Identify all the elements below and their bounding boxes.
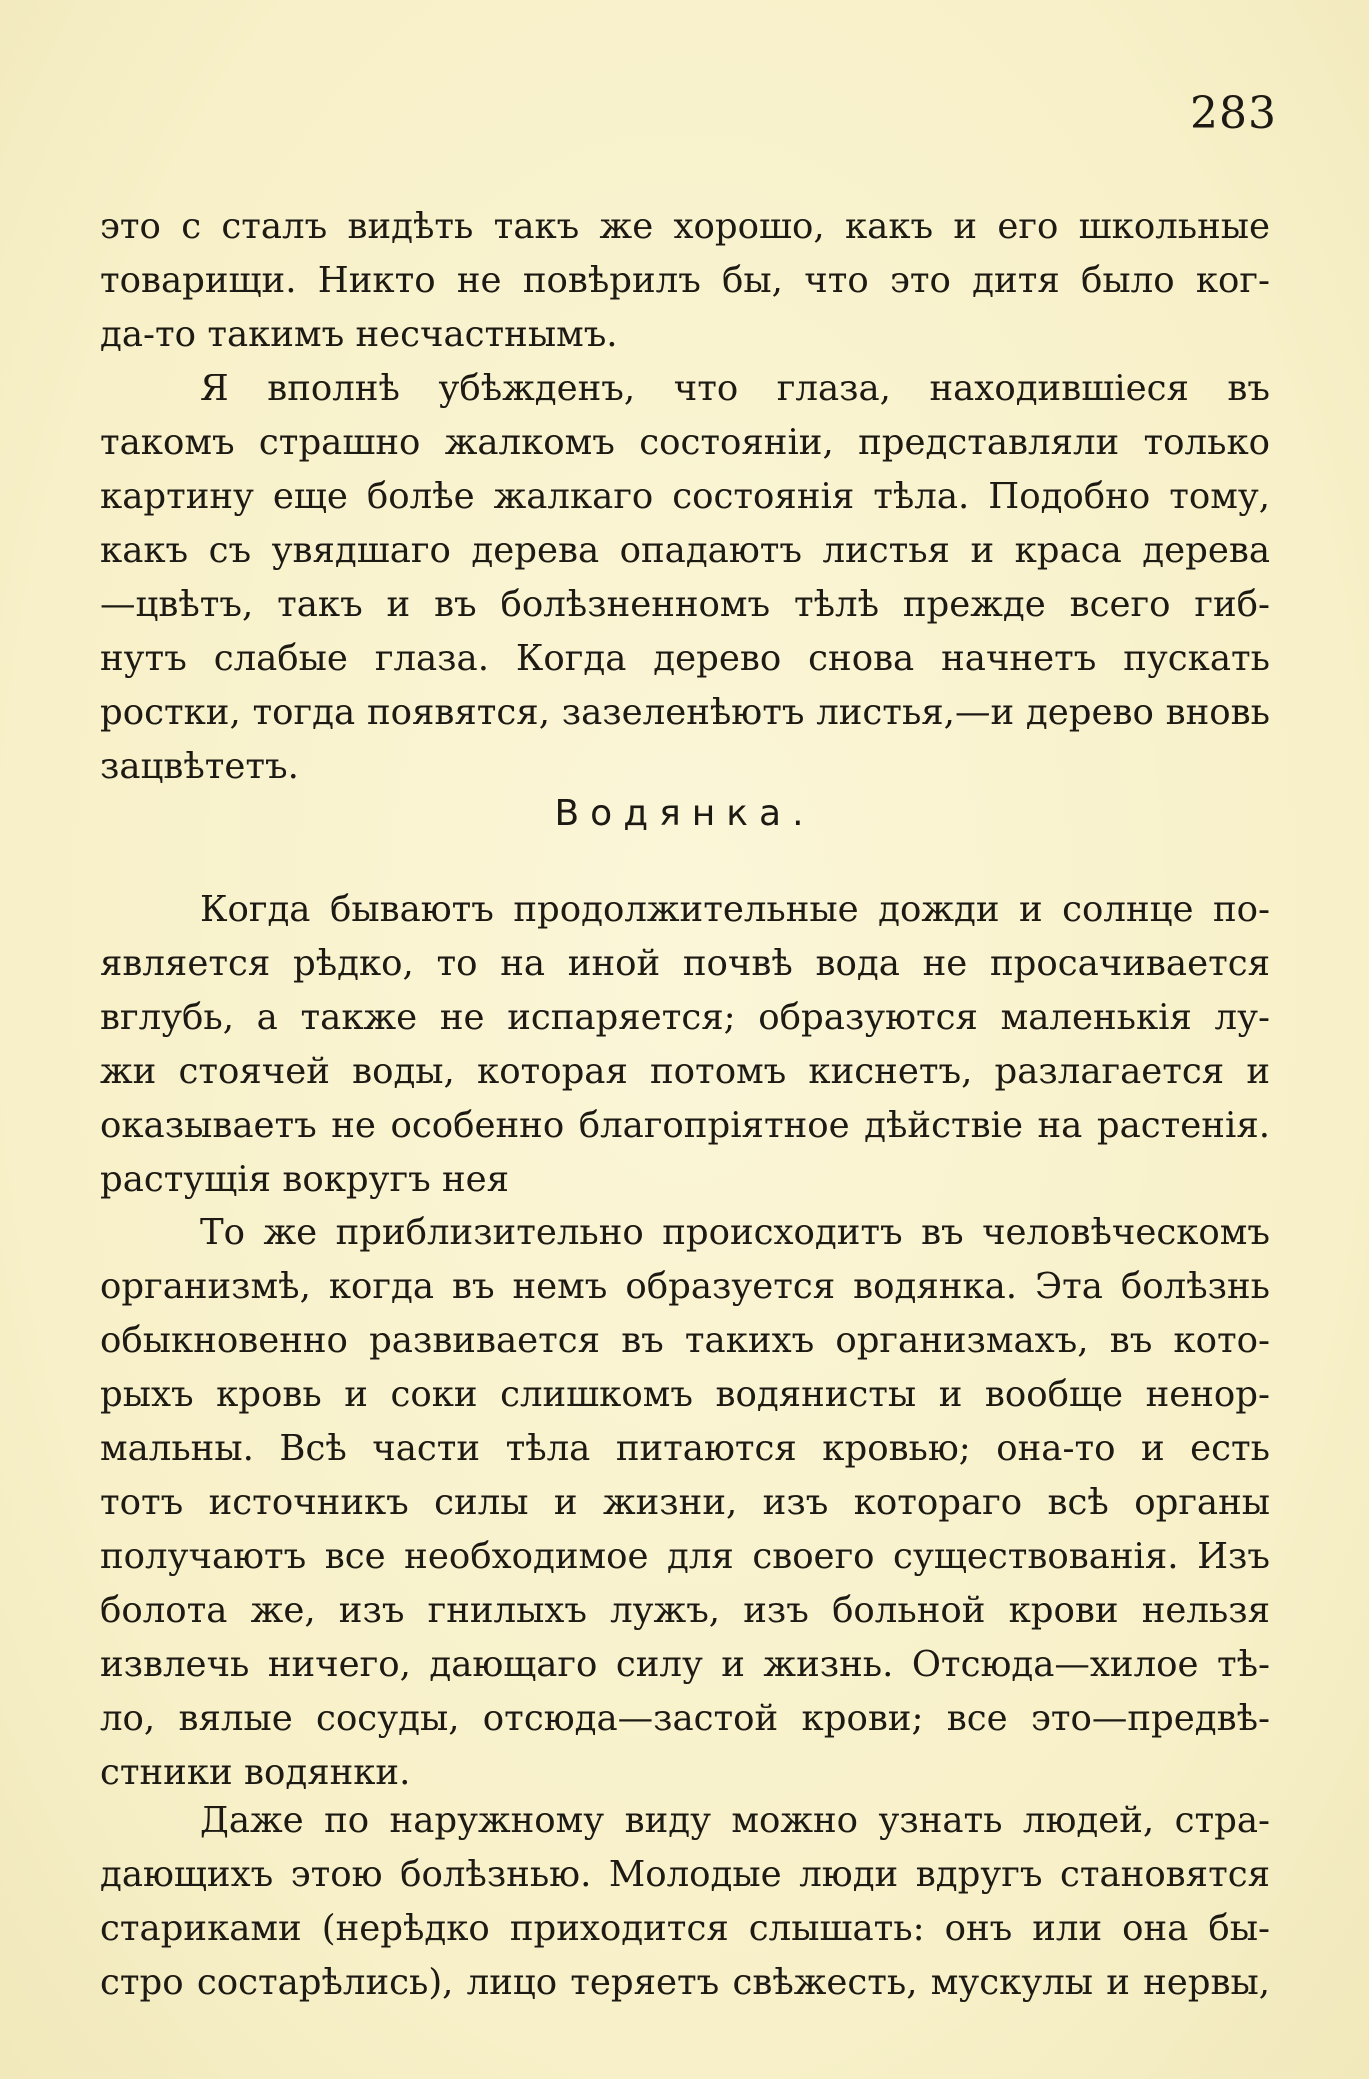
text-line: стариками (нерѣдко приходится слышать: онъ или она бы- bbox=[100, 1908, 1270, 1949]
text-line: извлечь ничего, дающаго силу и жизнь. Отсюда—хилое тѣ- bbox=[100, 1644, 1270, 1685]
text-line: Даже по наружному виду можно узнать людей, стра- bbox=[200, 1800, 1270, 1841]
text-line: Я вполнѣ убѣжденъ, что глаза, находившіеся въ bbox=[200, 368, 1270, 409]
text-line: получаютъ все необходимое для своего существованія. Изъ bbox=[100, 1536, 1270, 1577]
text-line: товарищи. Никто не повѣрилъ бы, что это дитя было ког- bbox=[100, 260, 1270, 301]
text-line: жи стоячей воды, которая потомъ киснетъ, разлагается и bbox=[100, 1051, 1270, 1092]
text-line: болота же, изъ гнилыхъ лужъ, изъ больной крови нельзя bbox=[100, 1590, 1270, 1631]
page-number: 283 bbox=[1190, 88, 1277, 139]
text-line: ростки, тогда появятся, зазеленѣютъ листья,—и дерево вновь bbox=[100, 692, 1270, 733]
text-line: такомъ страшно жалкомъ состояніи, представляли только bbox=[100, 422, 1270, 463]
text-line: вглубь, а также не испаряется; образуются маленькія лу- bbox=[100, 997, 1270, 1038]
text-line: дающихъ этою болѣзнью. Молодые люди вдругъ становятся bbox=[100, 1854, 1270, 1895]
text-line: —цвѣтъ, такъ и въ болѣзненномъ тѣлѣ прежде всего гиб- bbox=[100, 584, 1270, 625]
text-line: стники водянки. bbox=[100, 1752, 411, 1793]
paragraph bbox=[100, 883, 1270, 1207]
text-line: тотъ источникъ силы и жизни, изъ котораго всѣ органы bbox=[100, 1482, 1270, 1523]
paragraph bbox=[100, 1794, 1270, 2010]
paragraph bbox=[100, 362, 1270, 794]
text-line: какъ съ увядшаго дерева опадаютъ листья и краса дерева bbox=[100, 530, 1270, 571]
section-heading: Водянка. bbox=[554, 793, 815, 834]
text-line: мальны. Всѣ части тѣла питаются кровью; она-то и есть bbox=[100, 1428, 1270, 1469]
text-line: То же приблизительно происходитъ въ человѣческомъ bbox=[200, 1212, 1270, 1253]
text-line: зацвѣтетъ. bbox=[100, 746, 299, 787]
text-line: растущія вокругъ нея bbox=[100, 1159, 510, 1200]
text-line: ло, вялые сосуды, отсюда—застой крови; все это—предвѣ- bbox=[100, 1698, 1270, 1739]
paragraph bbox=[100, 200, 1270, 362]
text-line: да-то такимъ несчастнымъ. bbox=[100, 314, 618, 355]
text-line: организмѣ, когда въ немъ образуется водянка. Эта болѣзнь bbox=[100, 1266, 1270, 1307]
text-line: рыхъ кровь и соки слишкомъ водянисты и вообще ненор- bbox=[100, 1374, 1270, 1415]
text-line: обыкновенно развивается въ такихъ организмахъ, въ кото- bbox=[100, 1320, 1270, 1361]
text-line: оказываетъ не особенно благопріятное дѣйствіе на растенія. bbox=[100, 1105, 1270, 1146]
text-line: нутъ слабые глаза. Когда дерево снова начнетъ пускать bbox=[100, 638, 1270, 679]
paragraph bbox=[100, 1206, 1270, 1800]
text-line: стро состарѣлись), лицо теряетъ свѣжесть, мускулы и нервы, bbox=[100, 1962, 1270, 2003]
text-line: картину еще болѣе жалкаго состоянія тѣла. Подобно тому, bbox=[100, 476, 1270, 517]
text-line: является рѣдко, то на иной почвѣ вода не просачивается bbox=[100, 943, 1270, 984]
text-line: Когда бываютъ продолжительные дожди и солнце по- bbox=[200, 889, 1270, 930]
text-line: это с сталъ видѣть такъ же хорошо, какъ и его школьные bbox=[100, 206, 1270, 247]
